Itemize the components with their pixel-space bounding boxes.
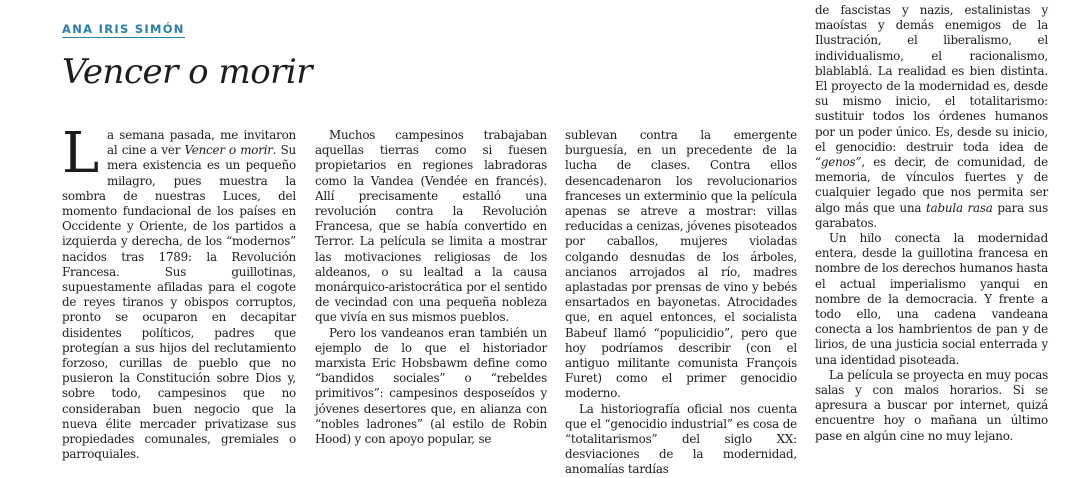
paragraph: de fascistas y nazis, estalinistas y maoístas y demás enemigos de la Ilustración, el liberalismo, el individualismo, el racionalismo, blablablá. La realidad es bien distinta. El proyecto de la modernidad es, desde su mismo inicio, el totalitarismo: sustituir todos los órdenes humanos por un poder único. Es, desde su inicio, el genocidio: destruir toda idea de “genos”, es decir, de comunidad, de memoria, de vínculos fuertes y de cualquier legado que nos permita ser algo más que una tabula rasa para sus garabatos.	[815, 3, 1048, 230]
paragraph: La historiografía oficial nos cuenta que el “genocidio industrial” es cosa de “totalitarismos” del siglo XX: desviaciones de la modernidad, anomalías tardías	[565, 401, 797, 477]
paragraph: Muchos campesinos trabajaban aquellas tierras como si fuesen propietarios en regiones labradoras como la Vandea (Vendée en francés). Allí precisamente estalló una revolución contra la Revolución Francesa, que se había convertido en Terror. La película se limita a mostrar las motivaciones religiosas de los aldeanos, o su lealtad a la causa monárquico-aristocrática por el sentido de vecindad con una pequeña nobleza que vivía en sus mismos pueblos.	[315, 128, 547, 325]
article-column-1	[62, 121, 296, 462]
italic-term: “genos”	[815, 155, 862, 170]
italic-term: tabula rasa	[926, 200, 993, 215]
article-column-4	[815, 3, 1048, 444]
paragraph: La semana pasada, me invitaron al cine a ver Vencer o morir. Su mera existencia es un pequeño milagro, pues muestra la sombra de nuestras Luces, del momento fundacional de los países en Occidente y Oriente, de los partidos a izquierda y derecha, de los “modernos” nacidos tras 1789: la Revolución Francesa. Sus guillotinas, supuestamente afiladas para el cogote de reyes tiranos y obispos corruptos, pronto se ocuparon en decapitar disidentes políticos, padres que protegían a sus hijos del reclutamiento forzoso, curillas de pueblo que no pusieron la Constitución sobre Dios y, sobre todo, campesinos que no consideraban buen negocio que la nueva élite mercader privatizase sus propiedades comunales, gremiales o parroquiales.	[62, 121, 296, 462]
article-title: Vencer o morir	[62, 52, 313, 92]
film-title: Vencer o morir	[184, 143, 273, 158]
author-byline: ANA IRIS SIMÓN	[62, 22, 185, 36]
paragraph: Pero los vandeanos eran también un ejemplo de lo que el historiador marxista Eric Hobsbawm define como “bandidos sociales” o “rebeldes primitivos”: campesinos desposeídos y jóvenes desertores que, en alianza con “nobles ladrones” (al estilo de Robin Hood) y con apoyo popular, se	[315, 325, 547, 447]
article-column-2	[315, 128, 547, 447]
paragraph: Un hilo conecta la modernidad entera, desde la guillotina francesa en nombre de los derechos humanos hasta el actual imperialismo yanqui en nombre de la democracia. Y frente a todo ello, una cadena vandeana conecta a los hambrientos de pan y de lirios, de una justicia social enterrada y una identidad pisoteada.	[815, 231, 1048, 367]
drop-cap: L	[62, 121, 99, 186]
article-column-3	[565, 128, 797, 478]
paragraph: La película se proyecta en muy pocas salas y con malos horarios. Si se apresura a buscar por internet, quizá encuentre hoy o mañana un último pase en algún cine no muy lejano.	[815, 367, 1048, 443]
paragraph: sublevan contra la emergente burguesía, en un precedente de la lucha de clases. Contra ellos desencadenaron los revolucionarios franceses un exterminio que la película apenas se atreve a mostrar: villas reducidas a cenizas, jóvenes pisoteados por caballos, mujeres violadas colgando desnudas de los árboles, ancianos arrojados al río, madres aplastadas por prensas de vino y bebés ensartados en bayonetas. Atrocidades que, en aquel entonces, el socialista Babeuf llamó “populicidio”, pero que hoy podríamos describir (con el antiguo militante comunista François Furet) como el primer genocidio moderno.	[565, 128, 797, 401]
